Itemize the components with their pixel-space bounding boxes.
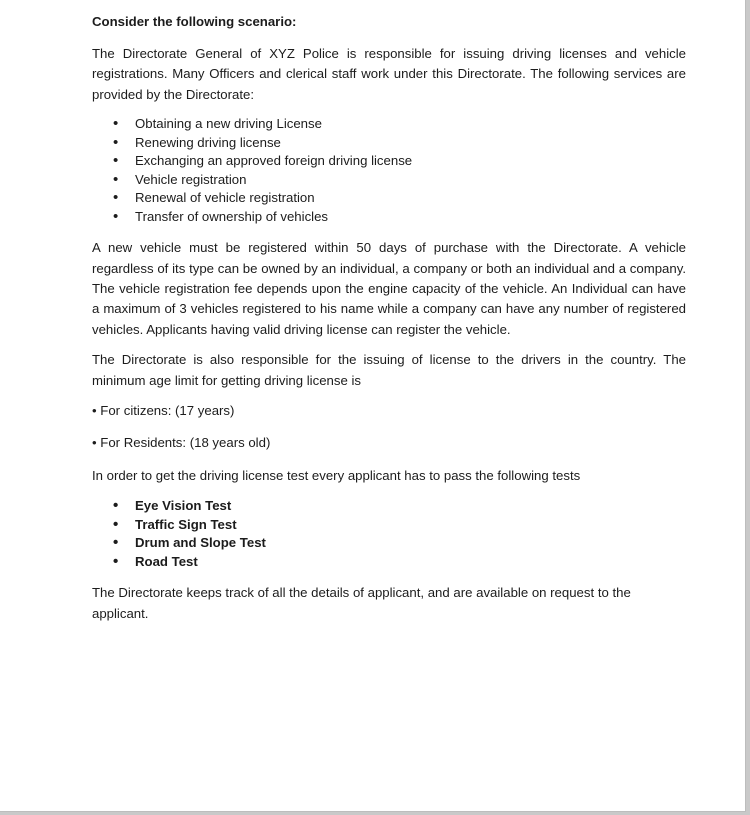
bullet-icon: • — [92, 435, 97, 451]
list-item — [113, 134, 686, 153]
list-item — [113, 534, 686, 553]
age-limit-label: For Residents: (18 years old) — [100, 435, 271, 451]
list-item — [113, 516, 686, 535]
list-item — [113, 171, 686, 190]
bullet-icon: • — [113, 515, 119, 533]
service-item-label: Obtaining a new driving License — [135, 116, 322, 132]
services-list — [92, 115, 686, 226]
test-item-label: Drum and Slope Test — [135, 535, 266, 551]
registration-paragraph: A new vehicle must be registered within 50 days of purchase with the Directorate. A vehicle regardless of its type can be owned by an individual, a company or both an individual and a company. The vehicle registration fee depends upon the engine capacity of the vehicle. An Individual can have a maximum of 3 vehicles registered to his name while a company can have any number of registered vehicles. Applicants having valid driving license can register the vehicle. — [92, 240, 686, 337]
list-item — [113, 152, 686, 171]
bullet-icon: • — [113, 133, 119, 151]
bullet-icon: • — [113, 115, 119, 133]
list-item — [113, 115, 686, 134]
test-item-label: Road Test — [135, 553, 198, 569]
tests-intro: In order to get the driving license test every applicant has to pass the following tests — [92, 467, 581, 483]
intro-paragraph: The Directorate General of XYZ Police is responsible for issuing driving licenses and vehicle registrations. Many Officers and clerical staff work under this Directorate. The following services are provided by the Directorate: — [92, 46, 686, 102]
list-item — [113, 189, 686, 208]
test-item-label: Traffic Sign Test — [135, 516, 237, 532]
bullet-icon: • — [113, 207, 119, 225]
license-paragraph: The Directorate is also responsible for the issuing of license to the drivers in the country. The minimum age limit for getting driving license is — [92, 352, 686, 388]
bullet-icon: • — [113, 189, 119, 207]
service-item-label: Renewal of vehicle registration — [135, 190, 315, 206]
age-limit-citizens — [92, 401, 686, 421]
age-limit-label: For citizens: (17 years) — [100, 403, 235, 419]
bullet-icon: • — [92, 403, 97, 419]
list-item — [113, 553, 686, 572]
bullet-icon: • — [113, 552, 119, 570]
closing-paragraph: The Directorate keeps track of all the details of applicant, and are available on request to the applicant. — [92, 585, 631, 621]
bullet-icon: • — [113, 534, 119, 552]
list-item — [113, 497, 686, 516]
service-item-label: Transfer of ownership of vehicles — [135, 208, 329, 224]
bullet-icon: • — [113, 152, 119, 170]
service-item-label: Renewing driving license — [135, 134, 281, 150]
bullet-icon: • — [113, 497, 119, 515]
scenario-heading: Consider the following scenario: — [92, 14, 297, 29]
bullet-icon: • — [113, 170, 119, 188]
service-item-label: Vehicle registration — [135, 171, 247, 187]
age-limit-residents — [92, 433, 686, 453]
list-item — [113, 208, 686, 227]
tests-list — [92, 497, 686, 571]
test-item-label: Eye Vision Test — [135, 498, 232, 514]
service-item-label: Exchanging an approved foreign driving license — [135, 153, 413, 169]
document-content — [92, 12, 686, 635]
